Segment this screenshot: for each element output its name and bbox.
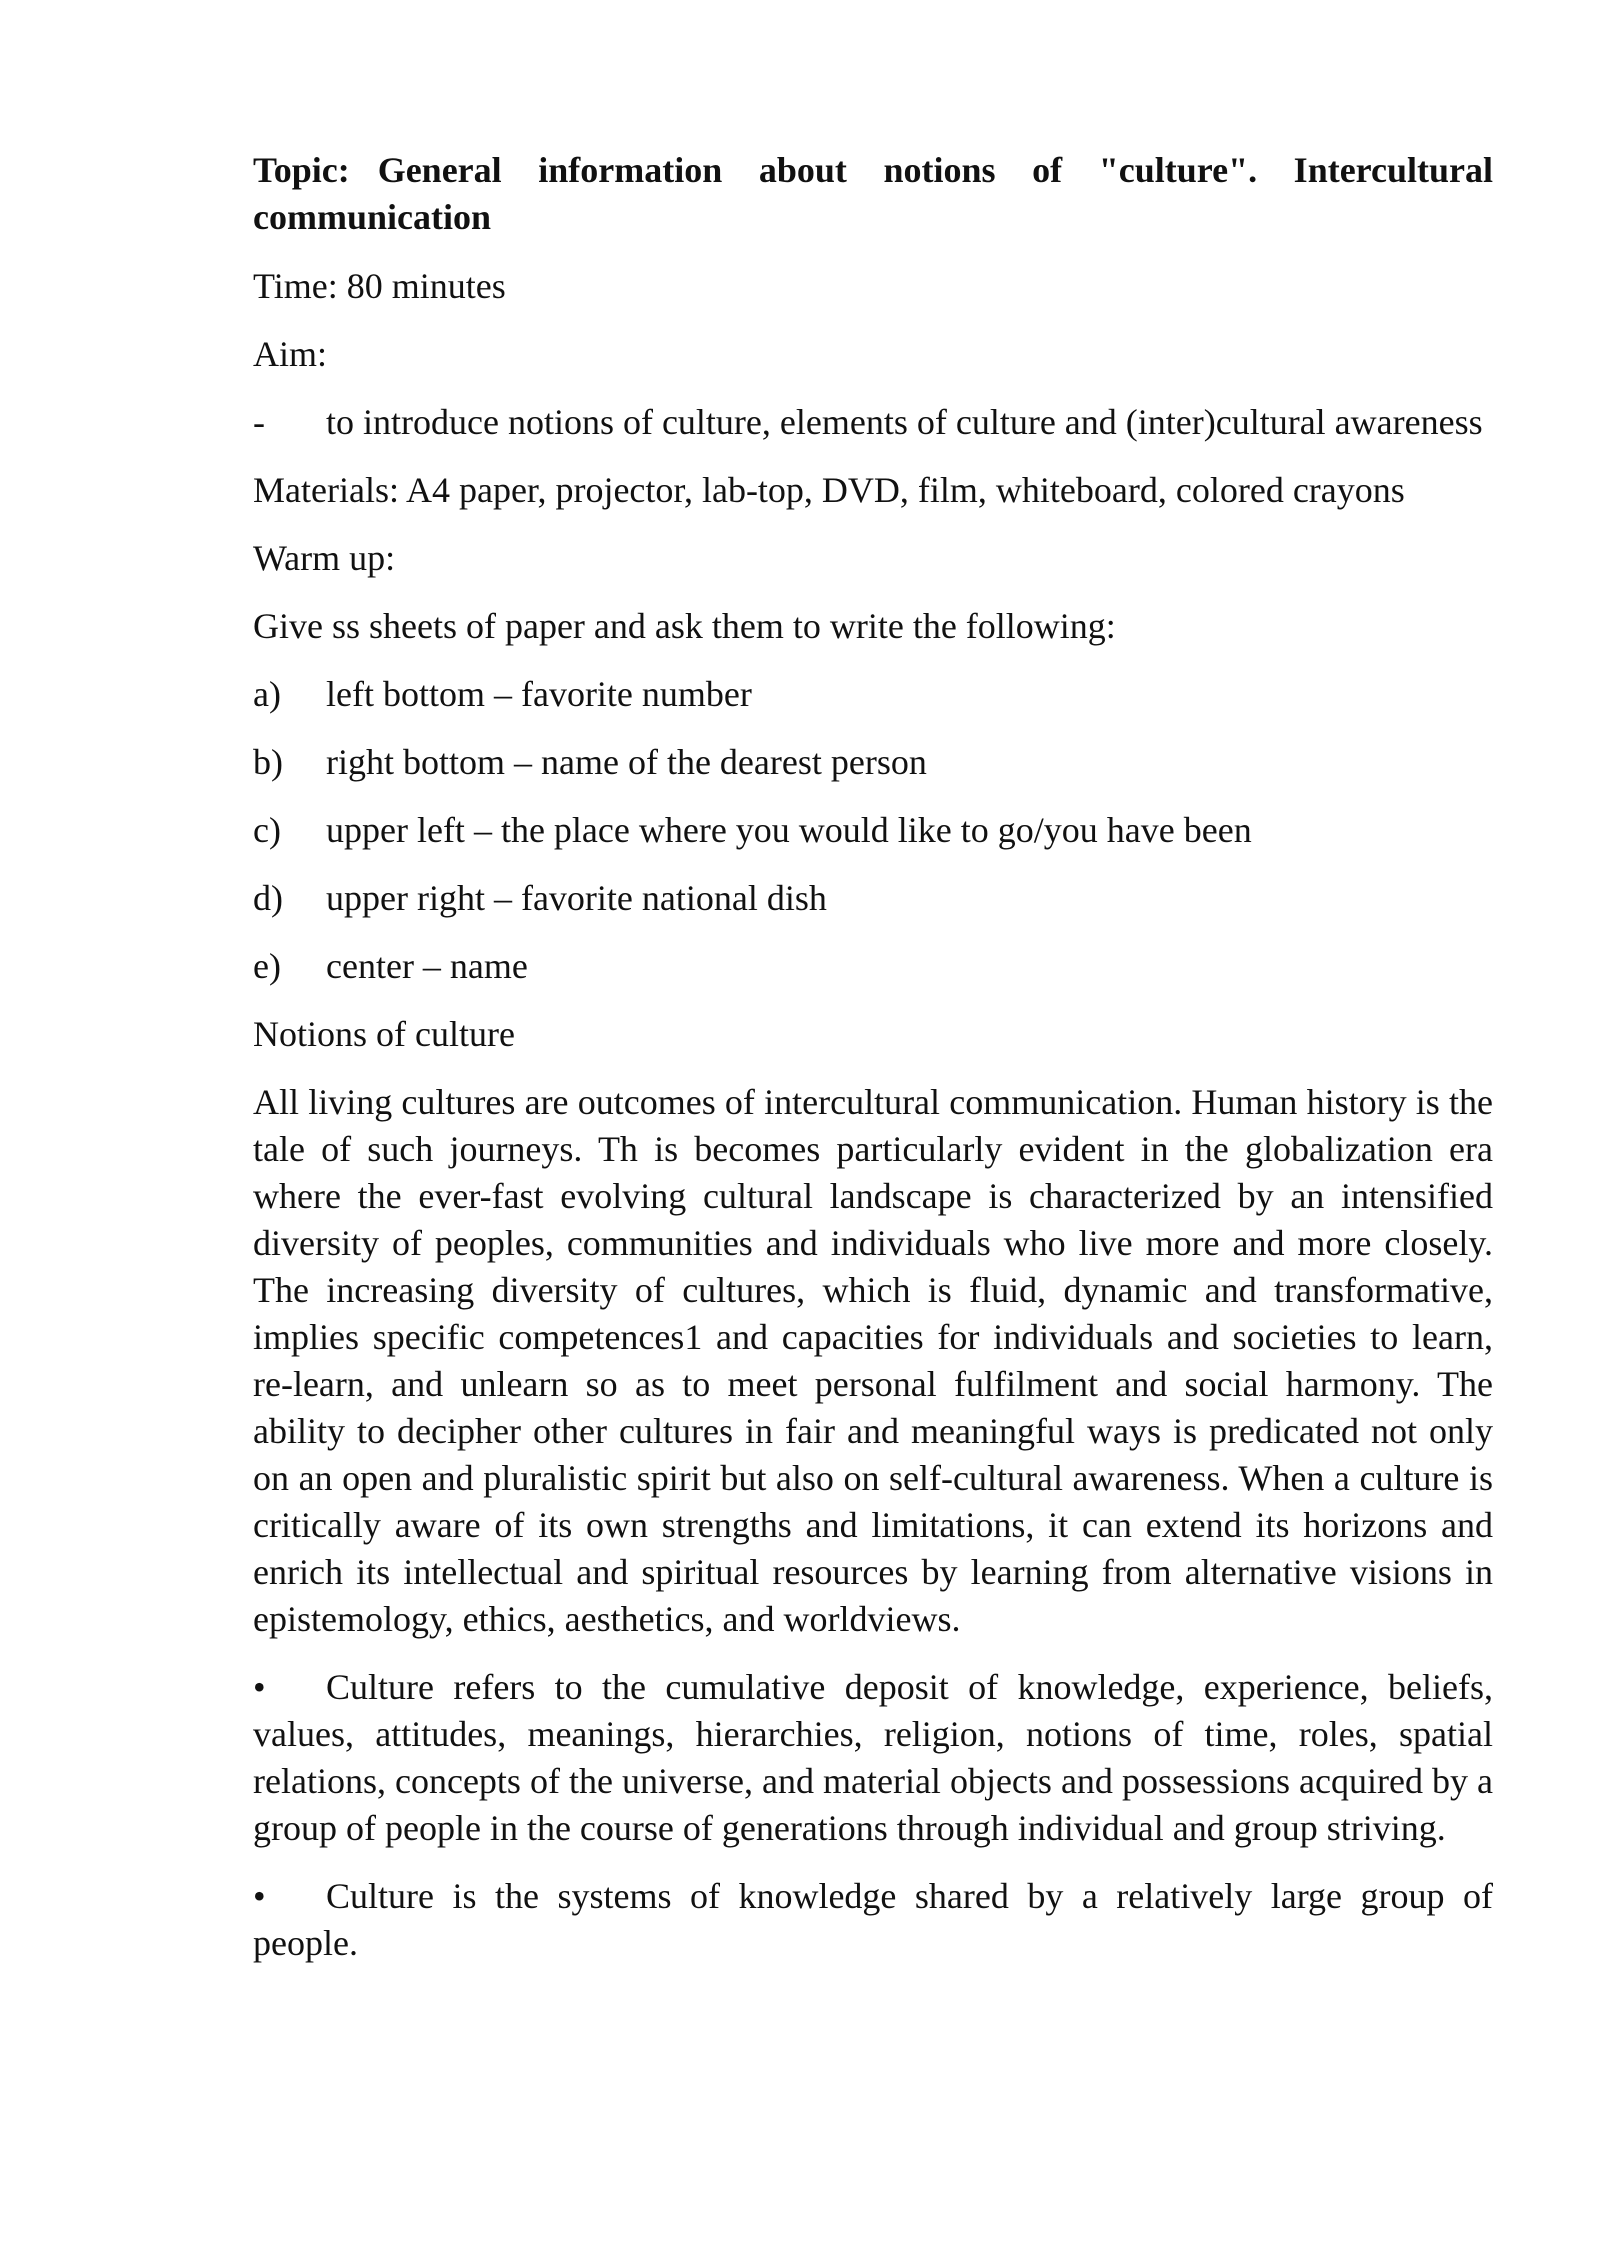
aim-label: Aim:	[253, 334, 328, 374]
time-line: Time: 80 minutes	[253, 266, 506, 306]
aim-item	[253, 399, 1493, 446]
list-item	[253, 943, 1493, 990]
warm-up-instruction: Give ss sheets of paper and ask them to write the following:	[253, 606, 1116, 646]
list-marker: e)	[253, 946, 281, 986]
list-item	[253, 739, 1493, 786]
topic-text: General information about notions of "culture". Intercultural communication	[253, 150, 1493, 237]
list-item-text: left bottom – favorite number	[326, 674, 752, 714]
list-marker: a)	[253, 674, 281, 714]
list-marker: b)	[253, 742, 283, 782]
body-paragraph: All living cultures are outcomes of intercultural communication. Human history is the tale of such journeys. Th is becomes particularly evident in the globalization era where the ever-fast evolving cultural landscape is characterized by an intensified diversity of peoples, communities and individuals who live more and more closely. The increasing diversity of cultures, which is fluid, dynamic and transformative, implies specific competences1 and capacities for individuals and societies to learn, re-learn, and unlearn so as to meet personal fulfilment and social harmony. The ability to decipher other cultures in fair and meaningful ways is predicated not only on an open and pluralistic spirit but also on self-cultural awareness. When a culture is critically aware of its own strengths and limitations, it can extend its horizons and enrich its intellectual and spiritual resources by learning from alternative visions in epistemology, ethics, aesthetics, and worldviews.	[253, 1082, 1493, 1639]
list-item-text: upper left – the place where you would like to go/you have been	[326, 810, 1252, 850]
warm-up-label: Warm up:	[253, 538, 396, 578]
list-item-text: right bottom – name of the dearest person	[326, 742, 927, 782]
list-item-text: upper right – favorite national dish	[326, 878, 827, 918]
bullet-item-text: Culture is the systems of knowledge shared by a relatively large group of people.	[253, 1876, 1493, 1963]
aim-item-text: to introduce notions of culture, elements of culture and (inter)cultural awareness	[326, 402, 1483, 442]
bullet-marker: •	[253, 1667, 266, 1707]
dash-marker: -	[253, 402, 265, 442]
materials-line: Materials: A4 paper, projector, lab-top, DVD, film, whiteboard, colored crayons	[253, 470, 1405, 510]
bullet-item	[253, 1873, 1493, 1967]
bullet-item-text: Culture refers to the cumulative deposit of knowledge, experience, beliefs, values, attitudes, meanings, hierarchies, religion, notions of time, roles, spatial relations, concepts of the universe, and material objects and possessions acquired by a group of people in the course of generations through individual and group striving.	[253, 1667, 1493, 1848]
bullet-item	[253, 1664, 1493, 1852]
list-item	[253, 807, 1493, 854]
topic-label: Topic:	[253, 150, 350, 190]
bullet-marker: •	[253, 1876, 266, 1916]
section-heading: Notions of culture	[253, 1014, 515, 1054]
list-item	[253, 875, 1493, 922]
list-marker: c)	[253, 810, 281, 850]
topic-title	[253, 147, 1493, 241]
document-page	[253, 147, 1493, 1988]
list-marker: d)	[253, 878, 283, 918]
list-item	[253, 671, 1493, 718]
list-item-text: center – name	[326, 946, 528, 986]
